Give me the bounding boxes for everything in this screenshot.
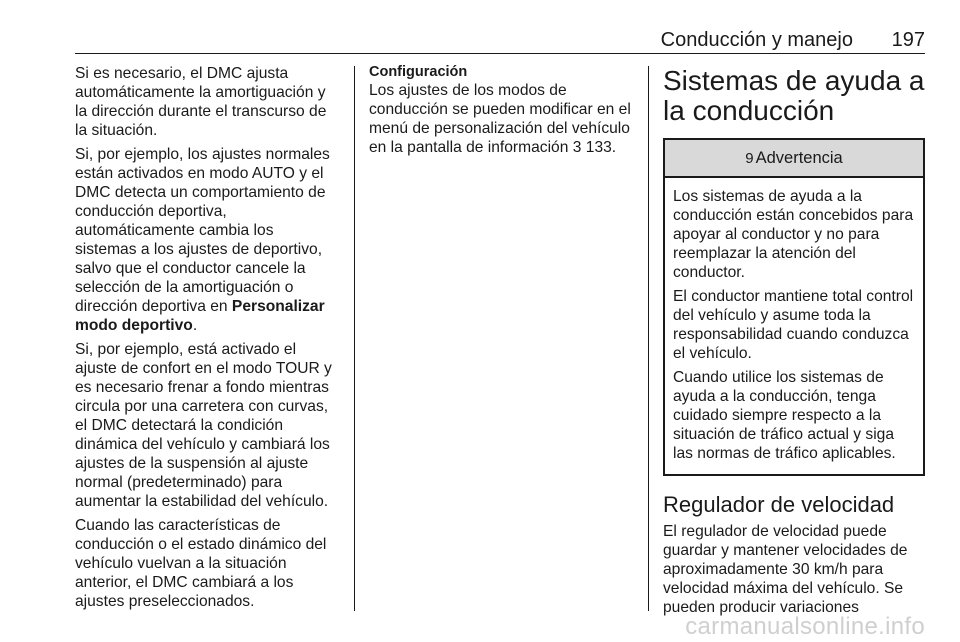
section-title: Conducción y manejo — [660, 29, 853, 51]
warning-label: Advertencia — [755, 149, 843, 167]
paragraph: Los sistemas de ayuda a la conducción están concebidos para apoyar al conductor y no para reemplazar la atención del conductor. — [673, 188, 914, 281]
watermark: carmanualsonline.info — [685, 613, 925, 640]
paragraph: Si, por ejemplo, los ajustes normales están activados en modo AUTO y el DMC detecta un comportamiento de conducción deportiva, automáticamente cambia los sistemas a los ajustes de deportivo, salvo que el conductor cancele la selección de la amortiguación o dirección deportiva en Personalizar modo deportivo. — [75, 146, 330, 334]
column-left — [75, 64, 339, 616]
paragraph: Cuando utilice los sistemas de ayuda a la conducción, tenga cuidado siempre respecto a la situación de tráfico actual y siga las normas de tráfico aplicables. — [673, 369, 896, 462]
header-rule — [75, 53, 925, 54]
section-heading: Configuración — [369, 64, 468, 80]
warning-body — [665, 178, 923, 474]
column-middle — [369, 64, 633, 162]
warning-box — [663, 138, 925, 476]
menu-reference: Personalizar modo deportivo — [75, 298, 325, 334]
column-divider-2 — [648, 66, 649, 611]
column-right — [663, 64, 925, 617]
paragraph: El conductor mantiene total control del vehículo y asume toda la responsabilidad cuando conduzca el vehículo. — [673, 288, 914, 362]
page-reference[interactable]: 133. — [585, 139, 617, 156]
warning-icon: 9 — [745, 150, 754, 167]
paragraph: El regulador de velocidad puede guardar y mantener velocidades de aproximadamente 30 km/h para velocidad máxima del vehículo. Se pueden producir variaciones — [663, 523, 908, 616]
paragraph: Si es necesario, el DMC ajusta automáticamente la amortiguación y la dirección durante el transcurso de la situación. — [75, 65, 327, 139]
paragraph: Los ajustes de los modos de conducción se pueden modificar en el menú de personalización del vehículo en la pantalla de información 3 133. — [369, 82, 631, 156]
paragraph: Cuando las características de conducción o el estado dinámico del vehículo vuelvan a la situación anterior, el DMC cambiará a los ajustes preseleccionados. — [75, 517, 327, 610]
column-divider-1 — [354, 66, 355, 611]
page-number: 197 — [891, 29, 925, 51]
page-reference-icon: 3 — [572, 139, 582, 156]
chapter-title: Sistemas de ayuda a la conducción — [663, 65, 925, 126]
page-header — [75, 28, 925, 54]
paragraph: Si, por ejemplo, está activado el ajuste de confort en el modo TOUR y es necesario frenar a fondo mientras circula por una carretera con curvas, el DMC detectará la condición dinámica del vehículo y cambiará los ajustes de la suspensión al ajuste normal (predeterminado) para aumentar la estabilidad del vehículo. — [75, 341, 332, 510]
section-title: Regulador de velocidad — [663, 492, 895, 517]
warning-header — [665, 140, 923, 178]
